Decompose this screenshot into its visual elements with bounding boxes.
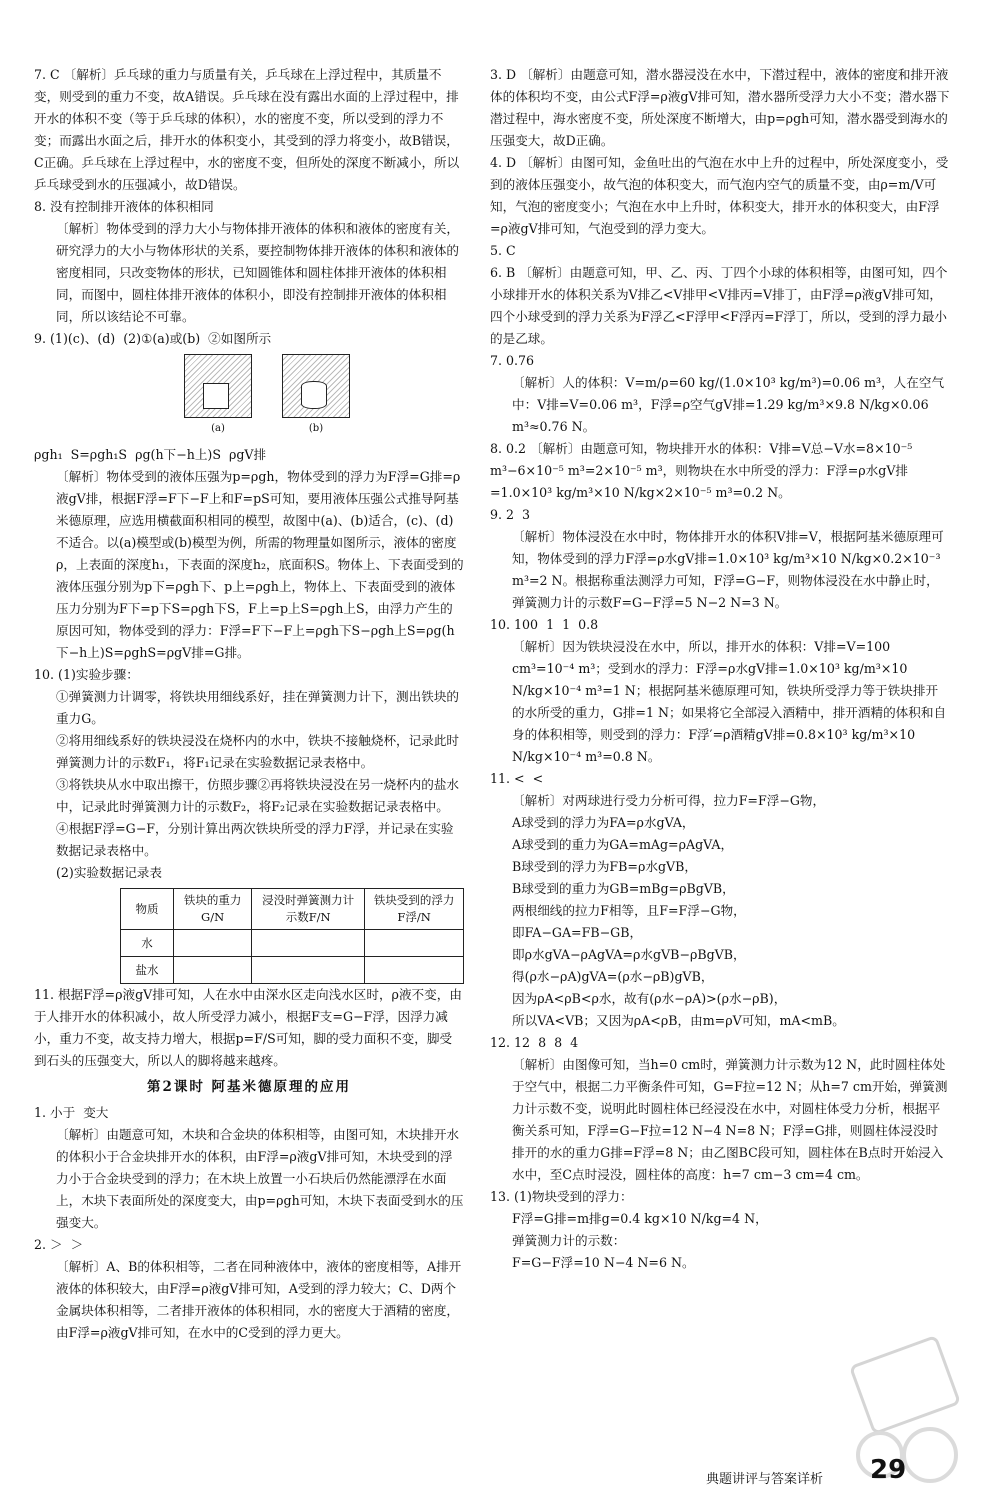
answer-9: 9. (1)(c)、(d) (2)①(a)或(b) ②如图所示 (34, 331, 272, 346)
figure-b-label: (b) (308, 423, 324, 434)
step-4: ④根据F浮=G−F，分别计算出两次铁块所受的浮力F浮，并记录在实验数据记录表格中。 (56, 821, 454, 858)
right-column (490, 64, 950, 1274)
answer-13-line: F=G−F浮=10 N−4 N=6 N。 (512, 1255, 695, 1270)
step-2: ②将用细线系好的铁块浸没在烧杯内的水中，铁块不接触烧杯，记录此时弹簧测力计的示数F₁，将F₁记录在实验数据记录表格中。 (56, 733, 459, 770)
formula-9: ρgh₁ S=ρgh₁S ρg(h下−h上)S ρgV排 (34, 447, 267, 462)
analysis-7-r: 〔解析〕人的体积：V=m/ρ=60 kg/(1.0×10³ kg/m³)=0.06 m³，人在空气中：V排=V=0.06 m³，F浮=ρ空气gV排=1.29 kg/m³×9.8 N/kg×0.06 m³≈0.76 N。 (512, 375, 945, 434)
s2-answer-1: 1. 小于 变大 (34, 1105, 109, 1120)
analysis-line: A球受到的浮力为FA=ρ水gVA， (512, 815, 695, 830)
analysis-line: 即ρ水gVA−ρAgVA=ρ水gVB−ρBgVB， (512, 947, 746, 962)
answer-10-title: 10. (1)实验步骤： (34, 667, 139, 682)
analysis-11-r (490, 790, 950, 1032)
answer-7: 7. C 〔解析〕乒乓球的重力与质量有关，乒乓球在上浮过程中，其质量不变，则受到的重力不变，故A错误。乒乓球在没有露出水面的上浮过程中，排开水的体积不变（等于乒乓球的体积），水的密度不变，所以受到的浮力不变；而露出水面之后，排开水的体积变小，其受到的浮力将变小，故B错误，C正确。乒乓球在上浮过程中，水的密度不变，但所处的深度不断减小，所以乒乓球受到水的压强减小，故D错误。 (34, 67, 460, 192)
figure-9 (184, 354, 464, 440)
s2-analysis-1: 〔解析〕由题意可知，木块和合金块的体积相等，由图可知，木块排开水的体积小于合金块排开水的体积，由F浮=ρ液gV排可知，木块受到的浮力小于合金块受到的浮力；在木块上放置一小石块后仍然能漂浮在水面上，木块下表面所处的深度变大，由p=ρgh可知，木块下表面受到水的压强变大。 (56, 1127, 464, 1230)
answer-7-r: 7. 0.76 (490, 353, 535, 368)
cylinder-shape (301, 381, 327, 409)
table-header: 浸没时弹簧测力计示数F/N (252, 889, 365, 930)
analysis-line: 得(ρ水−ρA)gVA=(ρ水−ρB)gVB， (512, 969, 714, 984)
answer-3: 3. D 〔解析〕由题意可知，潜水器浸没在水中，下潜过程中，液体的密度和排开液体的体积均不变，由公式F浮=ρ液gV排可知，潜水器所受浮力大小不变；潜水器下潜过程中，海水密度不变，所处深度不断增大，由p=ρgh可知，潜水器受到海水的压强变大，故D正确。 (490, 67, 950, 148)
section-title: 第2课时 阿基米德原理的应用 (146, 1079, 352, 1095)
analysis-line: 〔解析〕对两球进行受力分析可得，拉力F=F浮−G物， (512, 793, 826, 808)
figure-b (282, 354, 350, 440)
figure-a-label: (a) (211, 423, 225, 434)
analysis-12-r: 〔解析〕由图像可知，当h=0 cm时，弹簧测力计示数为12 N，此时圆柱体处于空气中，根据二力平衡条件可知，G=F拉=12 N；从h=7 cm开始，弹簧测力计示数不变，说明此时圆柱体已经浸没在水中，对圆柱体受力分析，根据平衡关系可知，F浮=G−F拉=12 N−4 N=8 N；F浮=G排，则圆柱体浸没时排开的水的重力G排=F浮=8 N；由乙图BC段可知，圆柱体在B点时开始浸入水中，至C点时浸没，圆柱体的高度：h=7 cm−3 cm=4 cm。 (512, 1057, 948, 1182)
answer-12-r: 12. 12 8 8 4 (490, 1035, 579, 1050)
step-1: ①弹簧测力计调零，将铁块用细线系好，挂在弹簧测力计下，测出铁块的重力G。 (56, 689, 459, 726)
step-3: ③将铁块从水中取出擦干，仿照步骤②再将铁块浸没在另一烧杯内的盐水中，记录此时弹簧测力计的示数F₂，将F₂记录在实验数据记录表格中。 (56, 777, 459, 814)
table-row: 水 (121, 930, 464, 957)
figure-a (184, 354, 252, 440)
footer-text: 典题讲评与答案详析 (706, 1472, 824, 1487)
analysis-line: 即FA−GA=FB−GB， (512, 925, 643, 940)
analysis-line: B球受到的浮力为FB=ρ水gVB， (512, 859, 697, 874)
table-row: 盐水 (121, 957, 464, 984)
answer-6: 6. B 〔解析〕由题意可知，甲、乙、丙、丁四个小球的体积相等，由图可知，四个小球排开水的体积关系为V排乙<V排甲<V排丙=V排丁，由F浮=ρ液gV排可知，四个小球受到的浮力关系为F浮乙<F浮甲<F浮丙=F浮丁，所以，受到的浮力最小的是乙球。 (490, 265, 948, 346)
answer-8: 8. 没有控制排开液体的体积相同 (34, 199, 214, 214)
analysis-line: 所以VA<VB；又因为ρA<ρB，由m=ρV可知，mA<mB。 (512, 1013, 845, 1028)
cube-shape (203, 383, 229, 409)
record-table (120, 888, 464, 984)
analysis-line: B球受到的重力为GB=mBg=ρBgVB， (512, 881, 735, 896)
answer-8-r: 8. 0.2 〔解析〕由题意可知，物块排开水的体积：V排=V总−V水=8×10⁻⁵ m³−6×10⁻⁵ m³=2×10⁻⁵ m³，则物块在水中所受的浮力：F浮=ρ水gV排=1.0×10³ kg/m³×10 N/kg×2×10⁻⁵ m³=0.2 N。 (490, 441, 917, 500)
answer-10-r: 10. 100 1 1 0.8 (490, 617, 599, 632)
answer-5: 5. C (490, 243, 516, 258)
analysis-line: A球受到的重力为GA=mAg=ρAgVA， (512, 837, 734, 852)
answer-11: 11. 根据F浮=ρ液gV排可知，人在水中由深水区走向浅水区时，ρ液不变，由于人排开水的体积减小，故人所受浮力减小，根据F支=G−F浮，因浮力减小，重力不变，故支持力增大，根据p=F/S可知，脚的受力面积不变，脚受到石头的压强变大，所以人的脚将越来越疼。 (34, 987, 462, 1068)
s2-answer-2: 2. ＞ ＞ (34, 1237, 84, 1252)
analysis-9-r: 〔解析〕物体浸没在水中时，物体排开水的体积V排=V，根据阿基米德原理可知，物体受到的浮力F浮=ρ水gV排=1.0×10³ kg/m³×10 N/kg×0.2×10⁻³ m³=2 N。根据称重法测浮力可知，F浮=G−F，则物体浸没在水中静止时，弹簧测力计的示数F=G−F浮=5 N−2 N=3 N。 (512, 529, 945, 610)
answer-9-r: 9. 2 3 (490, 507, 531, 522)
answer-11-r: 11. < < (490, 771, 544, 786)
s2-analysis-2: 〔解析〕A、B的体积相等，二者在同种液体中，液体的密度相等，A排开液体的体积较大，由F浮=ρ液gV排可知，A受到的浮力较大；C、D两个金属块体积相等，二者排开液体的体积相同，水的密度大于酒精的密度，由F浮=ρ液gV排可知，在水中的C受到的浮力更大。 (56, 1259, 462, 1340)
page-number: 29 (870, 1455, 907, 1485)
analysis-line: 因为ρA<ρB<ρ水，故有(ρ水−ρA)>(ρ水−ρB)， (512, 991, 787, 1006)
table-header: 物质 (121, 889, 174, 930)
analysis-line: 两根细线的拉力F相等，且F=F浮−G物， (512, 903, 746, 918)
answer-13-r: 13. (1)物块受到的浮力： (490, 1189, 633, 1204)
table-header: 铁块的重力G/N (174, 889, 252, 930)
table-title: (2)实验数据记录表 (56, 865, 162, 880)
table-header: 铁块受到的浮力F浮/N (365, 889, 464, 930)
answer-13-line: F浮=G排=m排g=0.4 kg×10 N/kg=4 N， (512, 1211, 768, 1226)
analysis-9: 〔解析〕物体受到的液体压强为p=ρgh，物体受到的浮力为F浮=G排=ρ液gV排，根据F浮=F下−F上和F=pS可知，要用液体压强公式推导阿基米德原理，应选用横截面积相同的模型，故图中(a)、(b)适合，(c)、(d)不适合。以(a)模型或(b)模型为例，所需的物理量如图所示，液体的密度ρ，上表面的深度h₁，下表面的深度h₂，底面积S。物体上、下表面受到的液体压强分别为p下=ρgh下、p上=ρgh上，物体上、下表面受到的液体压力分别为F下=p下S=ρgh下S，F上=p上S=ρgh上S，由浮力产生的原因可知，物体受到的浮力：F浮=F下−F上=ρgh下S−ρgh上S=ρg(h下−h上)S=ρghS=ρgV排=G排。 (56, 469, 464, 660)
answer-13-line: 弹簧测力计的示数： (512, 1233, 626, 1248)
analysis-8: 〔解析〕物体受到的浮力大小与物体排开液体的体积和液体的密度有关，研究浮力的大小与物体形状的关系，要控制物体排开液体的体积和液体的密度相同，只改变物体的形状，已知圆锥体和圆柱体排开液体的体积相同，而图中，圆柱体排开液体的体积小，即没有控制排开液体的体积相同，所以该结论不可靠。 (56, 221, 459, 324)
left-column (34, 64, 464, 1344)
answer-4: 4. D 〔解析〕由图可知，金鱼吐出的气泡在水中上升的过程中，所处深度变小，受到的液体压强变小，故气泡的体积变大，而气泡内空气的质量不变，由ρ=m/V可知，气泡的密度变小；气泡在水中上升时，体积变大，排开水的体积变大，由F浮=ρ液gV排可知，气泡受到的浮力变大。 (490, 155, 949, 236)
analysis-10-r: 〔解析〕因为铁块浸没在水中，所以，排开水的体积：V排=V=100 cm³=10⁻⁴ m³；受到水的浮力：F浮=ρ水gV排=1.0×10³ kg/m³×10 N/kg×10⁻⁴ m³=1 N；根据阿基米德原理可知，铁块所受浮力等于铁块排开的水所受的重力，G排=1 N；如果将它全部浸入酒精中，排开酒精的体积和自身的体积相等，则受到的浮力：F浮′=ρ酒精gV排=0.8×10³ kg/m³×10 N/kg×10⁻⁴ m³=0.8 N。 (512, 639, 947, 764)
